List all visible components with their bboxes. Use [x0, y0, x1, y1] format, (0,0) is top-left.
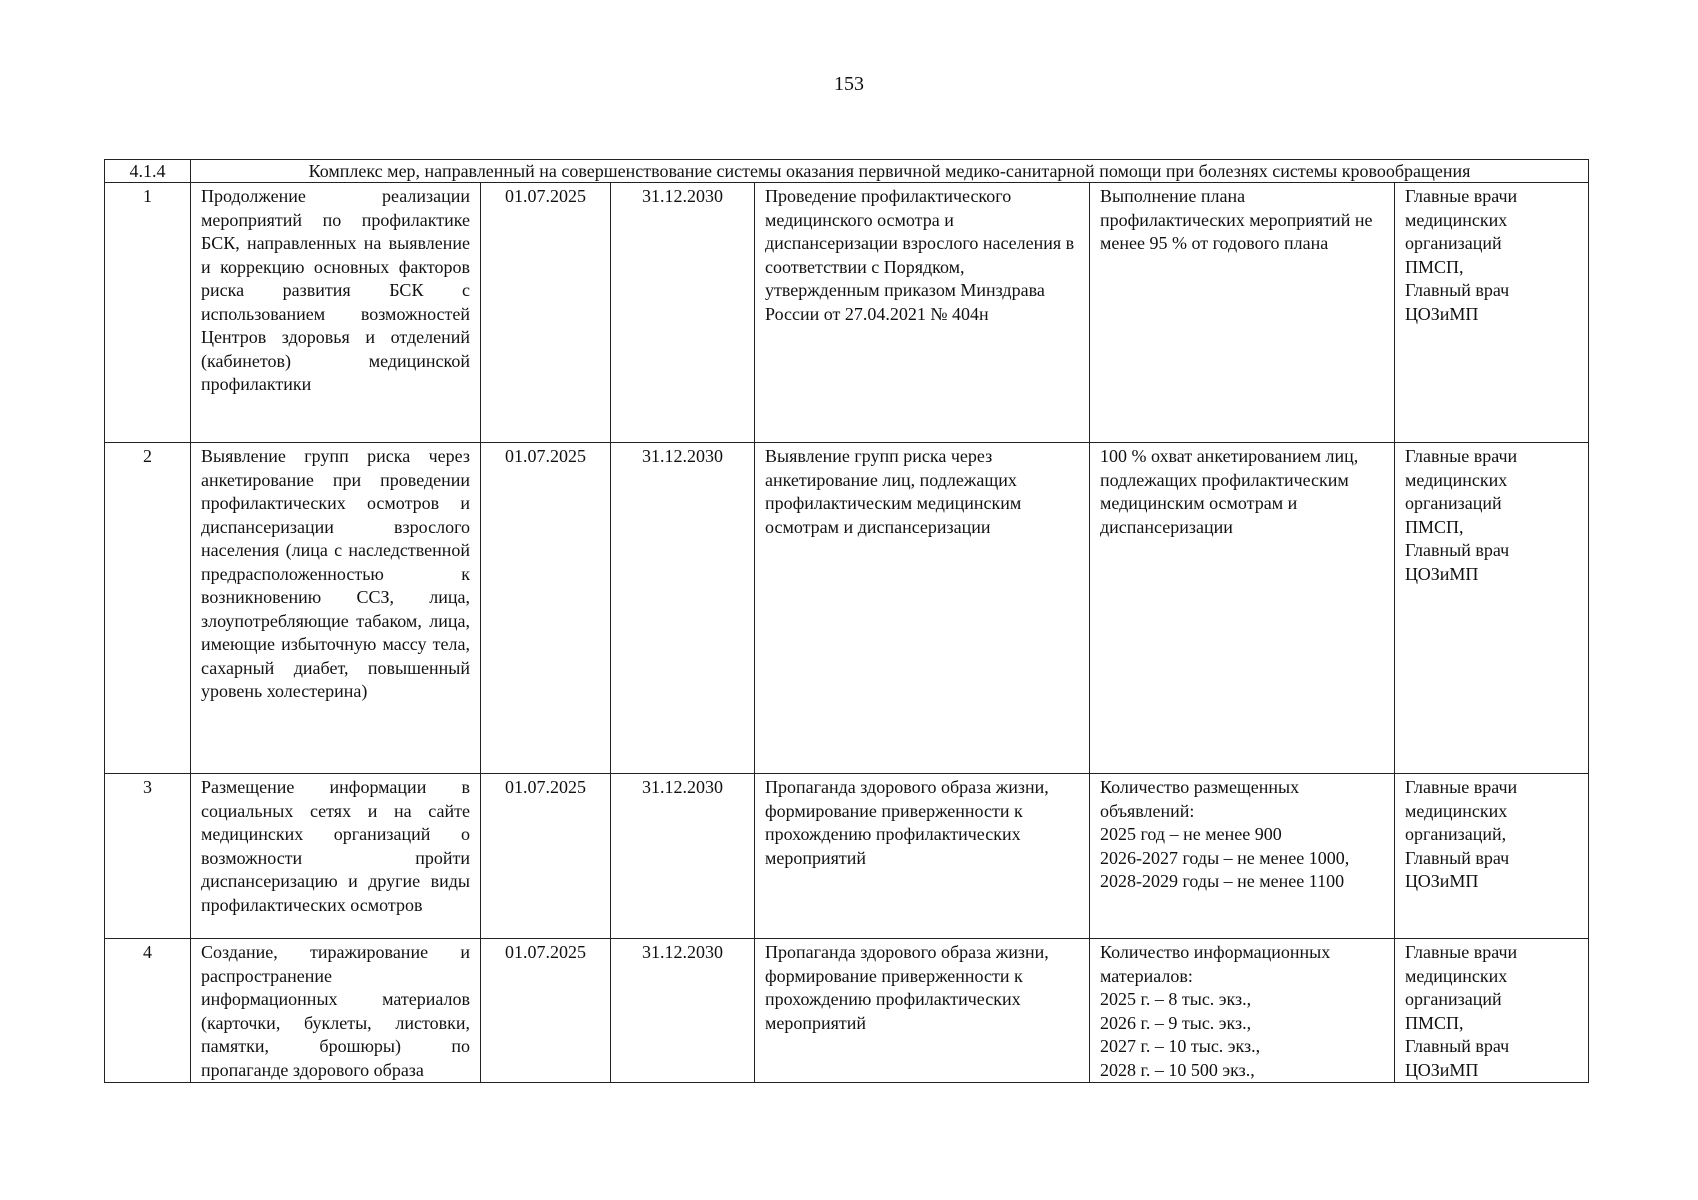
responsible-line: Главный врач: [1405, 280, 1510, 300]
responsible-line: ЦОЗиМП: [1405, 871, 1479, 891]
responsible-line: Главные врачи: [1405, 186, 1518, 206]
row-number: 1: [105, 183, 191, 443]
responsible-cell: [1395, 443, 1589, 774]
measure-cell: Выявление групп риска через анкетирование при проведении профилактических осмотров и диспансеризации взрослого населения (лица с наследственной предрасположенностью к возникновению ССЗ, лица, злоупотребляющие табаком, лица, имеющие избыточную массу тела, сахарный диабет, повышенный уровень холестерина): [191, 443, 481, 774]
responsible-line: медицинских: [1405, 965, 1508, 986]
row-number: 3: [105, 774, 191, 939]
responsible-line: организаций: [1405, 989, 1502, 1009]
responsible-line: ПМСП,: [1405, 516, 1464, 537]
end-date-cell: 31.12.2030: [611, 774, 755, 939]
responsible-cell: [1395, 774, 1589, 939]
responsible-line: Главный врач: [1405, 540, 1510, 560]
indicator-line: 100 % охват анкетированием лиц, подлежащих профилактическим медицинским осмотрам и диспансеризации: [1100, 446, 1359, 537]
indicator-line: 2025 г. – 8 тыс. экз.,: [1100, 989, 1252, 1009]
responsible-cell: [1395, 939, 1589, 1083]
section-code: 4.1.4: [105, 160, 191, 183]
start-date-cell: 01.07.2025: [481, 183, 611, 443]
start-date-cell: 01.07.2025: [481, 774, 611, 939]
responsible-line: Главные врачи: [1405, 777, 1518, 797]
section-header-row: [105, 160, 1589, 183]
indicator-line: 2025 год – не менее 900: [1100, 824, 1282, 844]
responsible-line: ПМСП,: [1405, 256, 1464, 277]
section-title: Комплекс мер, направленный на совершенствование системы оказания первичной медико-санитарной помощи при болезнях системы кровообращения: [191, 160, 1589, 183]
indicator-line: 2026-2027 годы – не менее 1000,: [1100, 847, 1350, 868]
measure-cell: Продолжение реализации мероприятий по профилактике БСК, направленных на выявление и коррекцию основных факторов риска развития БСК с использованием возможностей Центров здоровья и отделений (кабинетов) медицинской профилактики: [191, 183, 481, 443]
indicator-line: 2026 г. – 9 тыс. экз.,: [1100, 1012, 1252, 1033]
measures-table: [104, 159, 1589, 1083]
responsible-line: организаций: [1405, 233, 1502, 253]
responsible-line: Главный врач: [1405, 1036, 1510, 1056]
indicator-line: 2028-2029 годы – не менее 1100: [1100, 871, 1345, 891]
responsible-line: Главные врачи: [1405, 446, 1518, 466]
responsible-line: ЦОЗиМП: [1405, 1059, 1479, 1080]
responsible-line: медицинских: [1405, 469, 1508, 490]
indicator-line: 2027 г. – 10 тыс. экз.,: [1100, 1036, 1261, 1056]
description-cell: Выявление групп риска через анкетирование лиц, подлежащих профилактическим медицинским осмотрам и диспансеризации: [755, 443, 1090, 774]
table-row: [105, 939, 1589, 1083]
page-number: 153: [834, 73, 864, 95]
end-date-cell: 31.12.2030: [611, 183, 755, 443]
measure-cell: Размещение информации в социальных сетях и на сайте медицинских организаций о возможности пройти диспансеризацию и другие виды профилактических осмотров: [191, 774, 481, 939]
responsible-line: организаций: [1405, 493, 1502, 513]
start-date-cell: 01.07.2025: [481, 939, 611, 1083]
responsible-line: медицинских: [1405, 800, 1508, 821]
indicator-cell: [1090, 939, 1395, 1083]
end-date-cell: 31.12.2030: [611, 939, 755, 1083]
indicator-line: 2028 г. – 10 500 экз.,: [1100, 1059, 1255, 1080]
responsible-line: Главные врачи: [1405, 942, 1518, 962]
table-row: [105, 774, 1589, 939]
description-cell: Пропаганда здорового образа жизни, формирование приверженности к прохождению профилактических мероприятий: [755, 939, 1090, 1083]
responsible-line: ПМСП,: [1405, 1012, 1464, 1033]
indicator-cell: [1090, 443, 1395, 774]
row-number: 2: [105, 443, 191, 774]
responsible-line: медицинских: [1405, 209, 1508, 230]
table-row: [105, 183, 1589, 443]
description-cell: Проведение профилактического медицинского осмотра и диспансеризации взрослого населения в соответствии с Порядком, утвержденным приказом Минздрава России от 27.04.2021 № 404н: [755, 183, 1090, 443]
responsible-line: организаций,: [1405, 824, 1507, 844]
indicator-cell: [1090, 183, 1395, 443]
start-date-cell: 01.07.2025: [481, 443, 611, 774]
indicator-line: Количество информационных материалов:: [1100, 942, 1331, 986]
table-row: [105, 443, 1589, 774]
end-date-cell: 31.12.2030: [611, 443, 755, 774]
description-cell: Пропаганда здорового образа жизни, формирование приверженности к прохождению профилактических мероприятий: [755, 774, 1090, 939]
responsible-line: ЦОЗиМП: [1405, 563, 1479, 584]
row-number: 4: [105, 939, 191, 1083]
indicator-line: Выполнение плана профилактических мероприятий не менее 95 % от годового плана: [1100, 186, 1373, 253]
indicator-line: Количество размещенных объявлений:: [1100, 777, 1300, 821]
responsible-line: ЦОЗиМП: [1405, 303, 1479, 324]
responsible-cell: [1395, 183, 1589, 443]
measure-cell: Создание, тиражирование и распространение информационных материалов (карточки, буклеты, листовки, памятки, брошюры) по пропаганде здорового образа: [191, 939, 481, 1083]
responsible-line: Главный врач: [1405, 847, 1510, 868]
indicator-cell: [1090, 774, 1395, 939]
